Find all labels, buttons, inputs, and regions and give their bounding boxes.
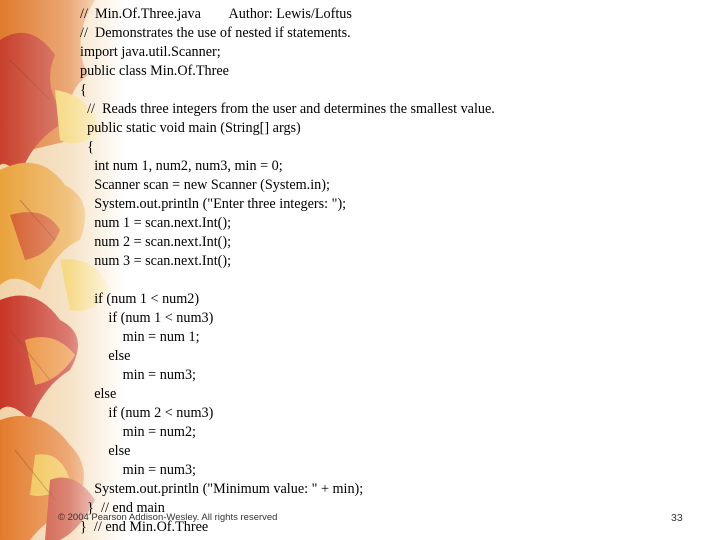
code-line: if (num 2 < num3)	[80, 405, 214, 421]
code-line: {	[80, 82, 87, 98]
copyright-footer: © 2004 Pearson Addison-Wesley. All rights reserved	[58, 512, 278, 523]
code-line: if (num 1 < num2)	[80, 291, 200, 307]
code-line: min = num3;	[80, 462, 196, 478]
code-line: } // end Min.Of.Three	[80, 519, 209, 535]
code-line: min = num2;	[80, 424, 196, 440]
code-line: if (num 1 < num3)	[80, 310, 214, 326]
code-line: num 3 = scan.next.Int();	[80, 253, 232, 269]
code-line: else	[80, 386, 117, 402]
code-line: public class Min.Of.Three	[80, 63, 229, 79]
code-line: // Min.Of.Three.java Author: Lewis/Loftus	[80, 6, 352, 22]
code-line: import java.util.Scanner;	[80, 44, 221, 60]
code-line: System.out.println ("Enter three integers: ");	[80, 196, 347, 212]
code-line: else	[80, 443, 131, 459]
page-number: 33	[671, 512, 683, 524]
code-line: num 1 = scan.next.Int();	[80, 215, 232, 231]
code-line: min = num3;	[80, 367, 196, 383]
code-line: public static void main (String[] args)	[80, 120, 301, 136]
code-line: int num 1, num2, num3, min = 0;	[80, 158, 283, 174]
code-line: min = num 1;	[80, 329, 200, 345]
code-line: // Demonstrates the use of nested if statements.	[80, 25, 351, 41]
code-line: else	[80, 348, 131, 364]
code-line: // Reads three integers from the user and determines the smallest value.	[80, 101, 495, 117]
code-line: System.out.println ("Minimum value: " + min);	[80, 481, 364, 497]
code-line: } // end main	[80, 500, 165, 516]
code-line: Scanner scan = new Scanner (System.in);	[80, 177, 330, 193]
code-line: num 2 = scan.next.Int();	[80, 234, 232, 250]
code-line: {	[80, 139, 94, 155]
